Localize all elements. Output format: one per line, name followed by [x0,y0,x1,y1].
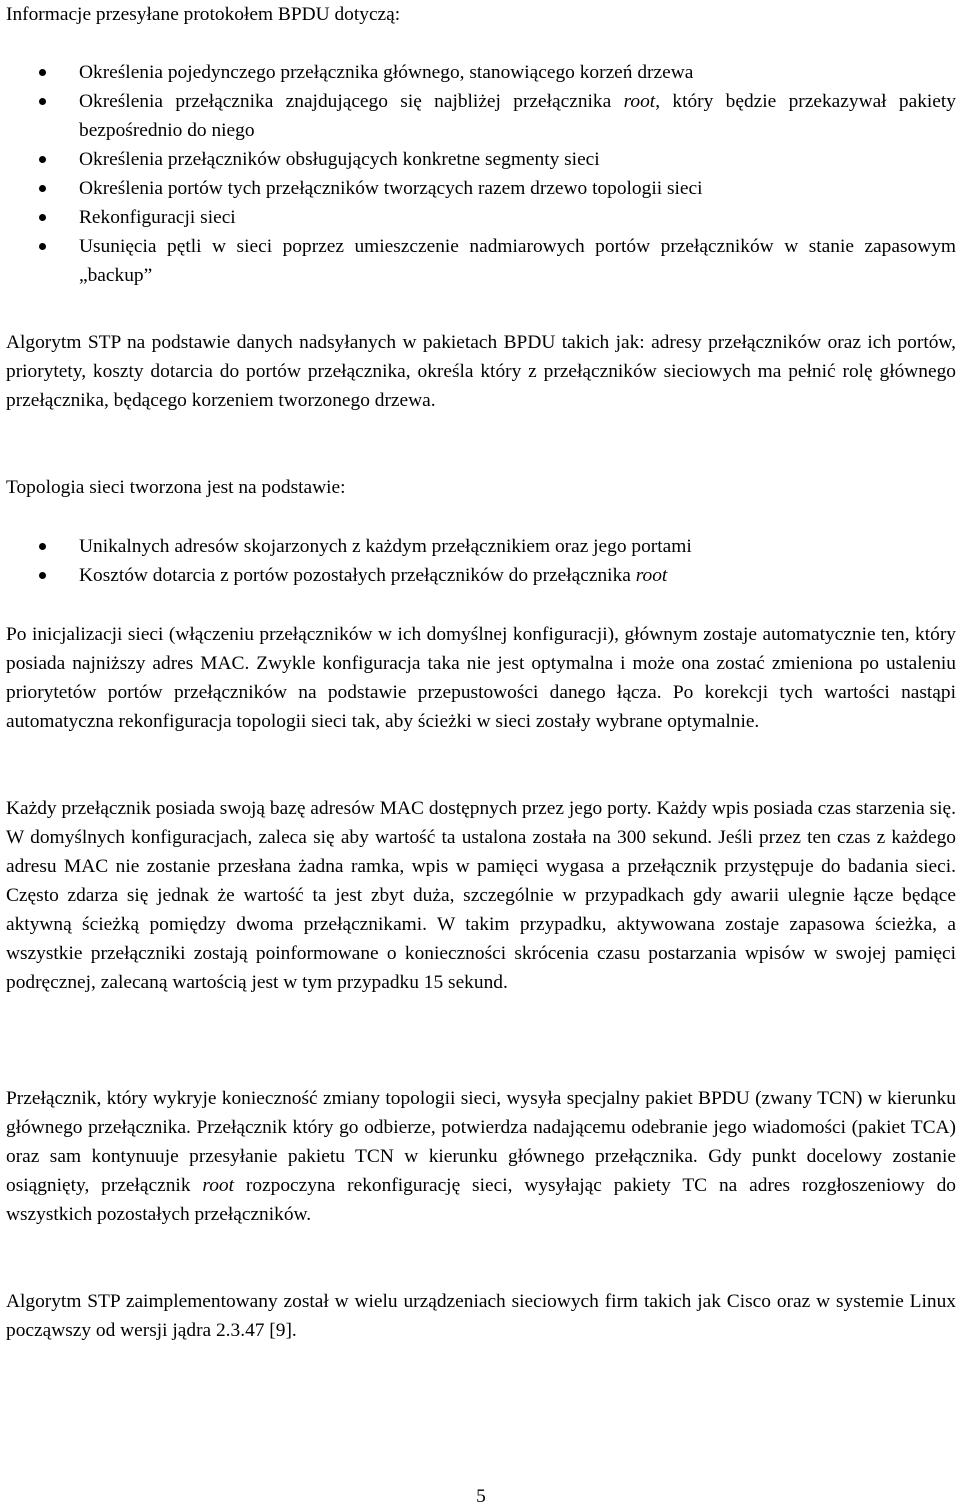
topology-basis-list [6,532,956,590]
list-item-text: Określenia portów tych przełączników tworzących razem drzewo topologii sieci [79,178,703,199]
list-item [6,532,956,561]
list-item-text: Określenia przełącznika znajdującego się najbliżej przełącznika [79,91,624,112]
list-item-emphasis: root [623,91,656,112]
page-number: 5 [476,1486,486,1507]
list-item [6,87,956,145]
paragraph-tcn [6,1084,956,1229]
list-item [6,174,956,203]
list-item [6,58,956,87]
bullet-icon [39,543,46,550]
topology-heading: Topologia sieci tworzona jest na podstawie: [6,477,346,498]
paragraph-stp-algorithm: Algorytm STP na podstawie danych nadsyłanych w pakietach BPDU takich jak: adresy przełączników oraz ich portów, priorytety, koszty dotarcia do portów przełącznika, określa który z przełączników sieciowych ma pełnić rolę głównego przełącznika, będącego korzeniem tworzonego drzewa. [6,332,956,411]
paragraph-implementation: Algorytm STP zaimplementowany został w wielu urządzeniach sieciowych firm takich jak Cisco oraz w systemie Linux począwszy od wersji jądra 2.3.47 [9]. [6,1291,956,1341]
list-item [6,232,956,290]
paragraph-text: rozpoczyna rekonfigurację sieci, wysyłając pakiety TC na adres rozgłoszeniowy do wszystkich pozostałych przełączników. [6,1175,956,1225]
list-item-text: Usunięcia pętli w sieci poprzez umieszczenie nadmiarowych portów przełączników w stanie zapasowym „backup” [79,236,956,286]
bullet-icon [39,156,46,163]
list-item [6,145,956,174]
paragraph-mac-table: Każdy przełącznik posiada swoją bazę adresów MAC dostępnych przez jego porty. Każdy wpis posiada czas starzenia się. W domyślnych konfiguracjach, zaleca się aby wartość ta ustalona została na 300 sekund. Jeśli przez ten czas z każdego adresu MAC nie zostanie przesłana żadna ramka, wpis w pamięci wygasa a przełącznik przystępuje do badania sieci. Często zdarza się jednak że wartość ta jest zbyt duża, szczególnie w przypadkach gdy awarii ulegnie łącze będące aktywną ścieżką pomiędzy dwoma przełącznikami. W takim przypadku, aktywowana zostaje zapasowa ścieżka, a wszystkie przełączniki zostają poinformowane o konieczności skrócenia czasu postarzania wpisów w swojej pamięci podręcznej, zalecaną wartością jest w tym przypadku 15 sekund. [6,798,956,993]
list-item-text: Określenia pojedynczego przełącznika głównego, stanowiącego korzeń drzewa [79,62,694,83]
list-item-text: Kosztów dotarcia z portów pozostałych przełączników do przełącznika [79,565,636,586]
bpdu-info-list [6,58,956,290]
list-item [6,203,956,232]
list-item [6,561,956,590]
document-page [6,0,956,1509]
list-item-text: , który będzie przekazywał pakiety bezpośrednio do niego [79,91,956,141]
bullet-icon [39,572,46,579]
bullet-icon [39,98,46,105]
list-item-text: Unikalnych adresów skojarzonych z każdym przełącznikiem oraz jego portami [79,536,692,557]
bullet-icon [39,243,46,250]
bullet-icon [39,185,46,192]
list-item-text: Rekonfiguracji sieci [79,207,236,228]
paragraph-initialization: Po inicjalizacji sieci (włączeniu przełączników w ich domyślnej konfiguracji), głównym zostaje automatycznie ten, który posiada najniższy adres MAC. Zwykle konfiguracja taka nie jest optymalna i może ona zostać zmieniona po ustaleniu priorytetów portów przełączników na podstawie przepustowości danego łącza. Po korekcji tych wartości nastąpi automatyczna rekonfiguracja topologii sieci tak, aby ścieżki w sieci zostały wybrane optymalnie. [6,624,956,732]
bullet-icon [39,214,46,221]
paragraph-text: Przełącznik, który wykryje konieczność zmiany topologii sieci, wysyła specjalny pakiet BPDU (zwany TCN) w kierunku głównego przełącznika. Przełącznik który go odbierze, potwierdza nadającemu odebranie jego wiadomości (pakiet TCA) oraz sam kontynuuje przesyłanie pakietu TCN w kierunku głównego przełącznika. Gdy punkt docelowy zostanie osiągnięty, przełącznik [6,1088,956,1196]
bullet-icon [39,69,46,76]
list-item-emphasis: root [635,565,668,586]
paragraph-emphasis: root [202,1175,235,1196]
list-item-text: Określenia przełączników obsługujących konkretne segmenty sieci [79,149,600,170]
intro-heading: Informacje przesyłane protokołem BPDU dotyczą: [6,4,401,25]
